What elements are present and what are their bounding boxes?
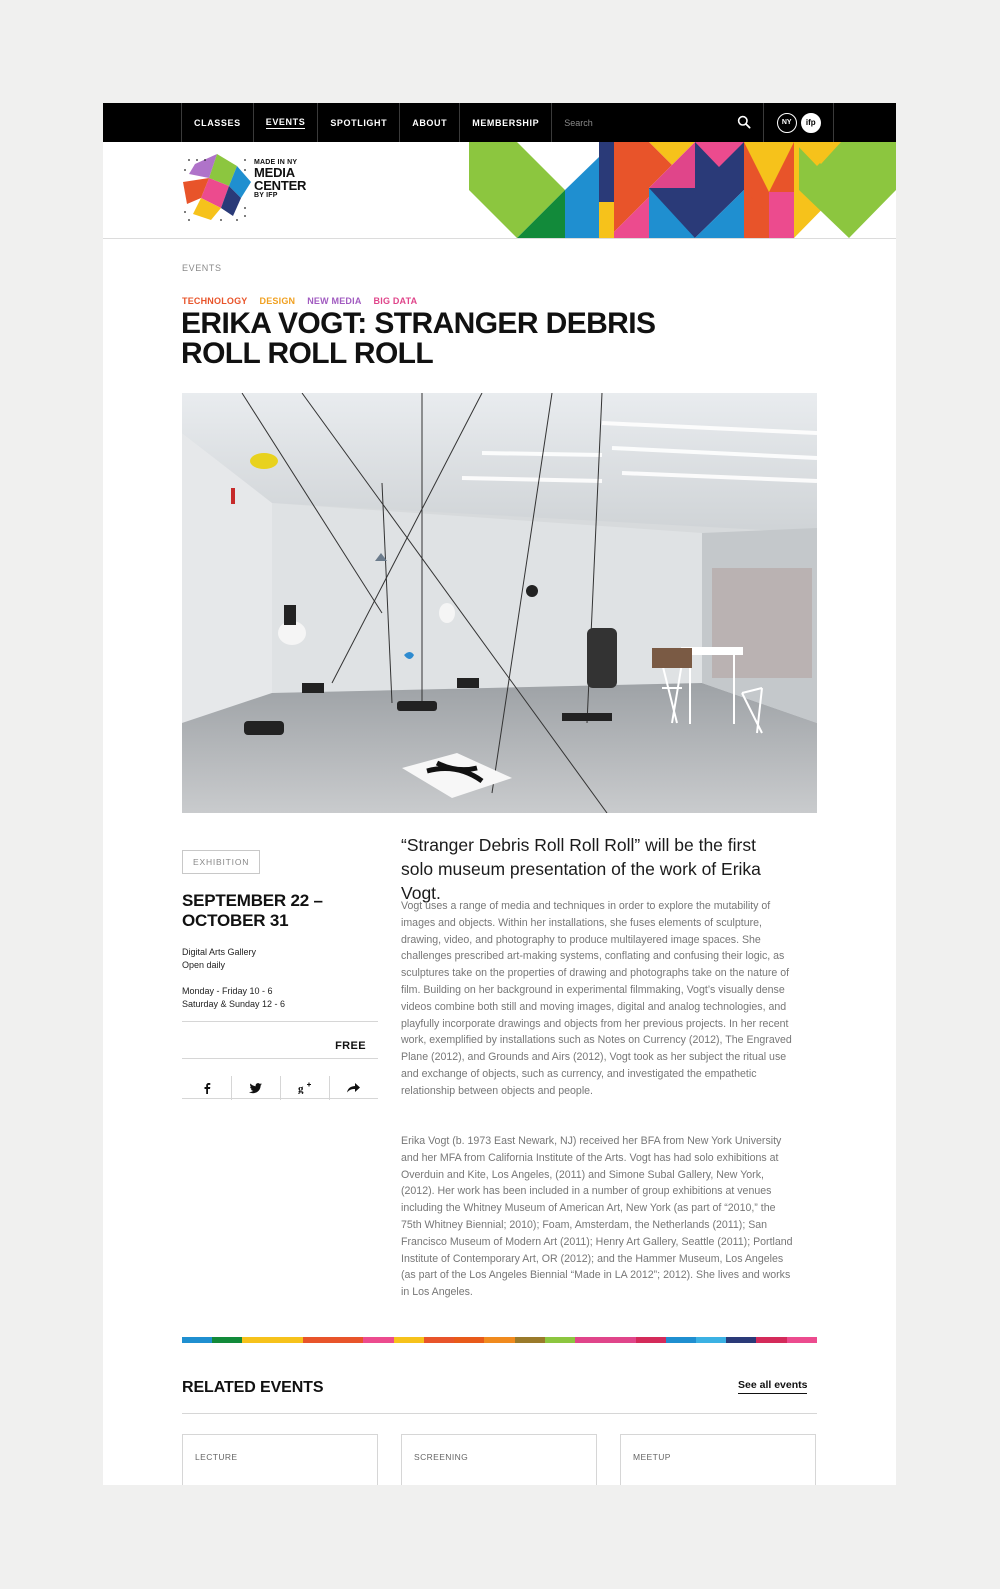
tag-big-data[interactable]: BIG DATA [373, 296, 418, 306]
card-category: MEETUP [633, 1452, 671, 1462]
logo-line: MADE IN NY [254, 159, 298, 166]
stripe-segment [394, 1337, 424, 1343]
ifp-logo[interactable]: ifp [801, 113, 821, 133]
stripe-segment [303, 1337, 333, 1343]
title-line: ERIKA VOGT: STRANGER DEBRIS [181, 307, 656, 340]
share-link-button[interactable] [329, 1069, 378, 1107]
divider [182, 1098, 378, 1099]
stripe-segment [212, 1337, 242, 1343]
card-category: SCREENING [414, 1452, 469, 1462]
color-stripe [182, 1337, 817, 1343]
event-venue [182, 946, 256, 972]
share-twitter-button[interactable] [231, 1069, 280, 1107]
stripe-segment [182, 1337, 212, 1343]
related-event-card[interactable] [620, 1434, 816, 1485]
nav-item-label: ABOUT [412, 117, 448, 128]
nav-item-events[interactable] [254, 103, 319, 142]
page-title [181, 309, 741, 369]
card-category: LECTURE [195, 1452, 238, 1462]
stripe-segment [575, 1337, 605, 1343]
stripe-segment [666, 1337, 696, 1343]
stripe-segment [454, 1337, 484, 1343]
article-lede: “Stranger Debris Roll Roll Roll” will be the first solo museum presentation of the work of Erika Vogt. [401, 835, 761, 903]
stripe-segment [424, 1337, 454, 1343]
stripe-segment [333, 1337, 363, 1343]
stripe-segment [545, 1337, 575, 1343]
stripe-segment [363, 1337, 393, 1343]
share-facebook-button[interactable] [182, 1069, 231, 1107]
search-box [552, 103, 764, 142]
article-paragraph: Vogt uses a range of media and techniques in order to explore the mutability of images and objects. Within her installations, she fuses elements of sculpture, drawing, video, and photography to produce multilayered image spaces. She challenges prescribed art-making systems, conflating and confusing their logic, as sculptures take on the properties of drawing and photographs take on the nature of film. Building on her background in experimental filmmaking, Vogt’s visually dense videos combine both still and moving images, digital and analog technologies, and playfully incorporate drawings and objects from her previous projects. In her recent work, exemplified by installations such as Notes on Currency (2012), The Engraved Plane (2012), and Grounds and Airs (2012), Vogt took as her subject the ritual use and exchange of objects, such as currency, and investigated the empathetic relationship between objects and people. [401, 900, 792, 1097]
search-icon[interactable] [737, 115, 751, 129]
dates-line: SEPTEMBER 22 – [182, 891, 323, 910]
page-frame [103, 103, 896, 1485]
title-line: ROLL ROLL ROLL [181, 337, 434, 370]
top-nav [103, 103, 896, 142]
nav-item-about[interactable] [400, 103, 460, 142]
hours-weekend: Saturday & Sunday 12 - 6 [182, 999, 286, 1009]
stripe-segment [273, 1337, 303, 1343]
breadcrumb[interactable]: EVENTS [182, 263, 222, 273]
stripe-segment [515, 1337, 545, 1343]
nav-spacer [103, 103, 182, 142]
divider [182, 1058, 378, 1059]
nav-item-label: SPOTLIGHT [330, 117, 388, 128]
logo-line: MEDIA [254, 165, 295, 180]
gallery-illustration [182, 393, 817, 813]
share-bar [182, 1069, 378, 1107]
logo-wordmark [254, 159, 306, 199]
nav-item-membership[interactable] [460, 103, 552, 142]
related-event-card[interactable] [182, 1434, 378, 1485]
see-all-events-link[interactable]: See all events [738, 1379, 807, 1394]
google-plus-icon [298, 1082, 312, 1094]
nav-item-label: MEMBERSHIP [472, 117, 540, 128]
stripe-segment [726, 1337, 756, 1343]
nav-item-label: CLASSES [194, 117, 241, 128]
exhibition-photo [182, 393, 817, 813]
facebook-icon [202, 1082, 212, 1094]
divider [182, 1021, 378, 1022]
partner-logos [764, 103, 834, 142]
stripe-segment [787, 1337, 817, 1343]
share-google-plus-button[interactable] [280, 1069, 329, 1107]
related-event-card[interactable] [401, 1434, 597, 1485]
nav-item-spotlight[interactable] [318, 103, 400, 142]
related-events-heading: RELATED EVENTS [182, 1379, 324, 1396]
logo-mark [181, 152, 253, 222]
search-input[interactable] [564, 118, 724, 128]
site-header [103, 142, 896, 239]
stripe-segment [605, 1337, 635, 1343]
nav-item-classes[interactable] [182, 103, 254, 142]
event-hours [182, 985, 285, 1011]
article-paragraph: Erika Vogt (b. 1973 East Newark, NJ) received her BFA from New York University and her MFA from California Institute of the Arts. Vogt has had solo exhibitions at Overduin and Kite, Los Angeles, (2011) and Simone Subal Gallery, New York, (2012). Her work has been included in a number of group exhibitions at venues including the Whitney Museum of American Art, New York (as part of “2010,” the 75th Whitney Biennial; 2010); Foam, Amsterdam, the Netherlands (2011); San Francisco Museum of Modern Art (2011); Henry Art Gallery, Seattle (2011); Portland Institute of Contemporary Art, OR (2012); and the Hammer Museum, Los Angeles (as part of the Los Angeles Biennial “Made in LA 2012”; 2012). She lives and works in Los Angeles. [401, 1135, 793, 1299]
stripe-segment [696, 1337, 726, 1343]
svg-text:g: g [297, 1083, 303, 1094]
media-center-logo[interactable] [181, 152, 316, 222]
stripe-segment [484, 1337, 514, 1343]
made-in-ny-logo[interactable]: NY [777, 113, 797, 133]
event-dates [182, 891, 372, 931]
nav-item-label: EVENTS [265, 116, 306, 127]
venue-note: Open daily [182, 960, 226, 970]
event-type-badge: EXHIBITION [182, 850, 260, 874]
venue-name: Digital Arts Gallery [182, 947, 257, 957]
logo-line: CENTER [254, 178, 307, 193]
logo-line: BY IFP [254, 192, 278, 199]
hours-weekday: Monday - Friday 10 - 6 [182, 986, 273, 996]
stripe-segment [636, 1337, 666, 1343]
tag-technology[interactable]: TECHNOLOGY [182, 296, 248, 306]
share-arrow-icon [347, 1083, 360, 1093]
tag-new-media[interactable]: NEW MEDIA [307, 296, 362, 306]
stripe-segment [756, 1337, 786, 1343]
dates-line: OCTOBER 31 [182, 911, 289, 930]
event-price: FREE [335, 1040, 366, 1052]
divider [182, 1413, 817, 1414]
stripe-segment [242, 1337, 272, 1343]
geometric-banner [469, 142, 896, 238]
twitter-icon [249, 1083, 262, 1094]
tag-design[interactable]: DESIGN [259, 296, 296, 306]
category-tags [182, 296, 417, 306]
